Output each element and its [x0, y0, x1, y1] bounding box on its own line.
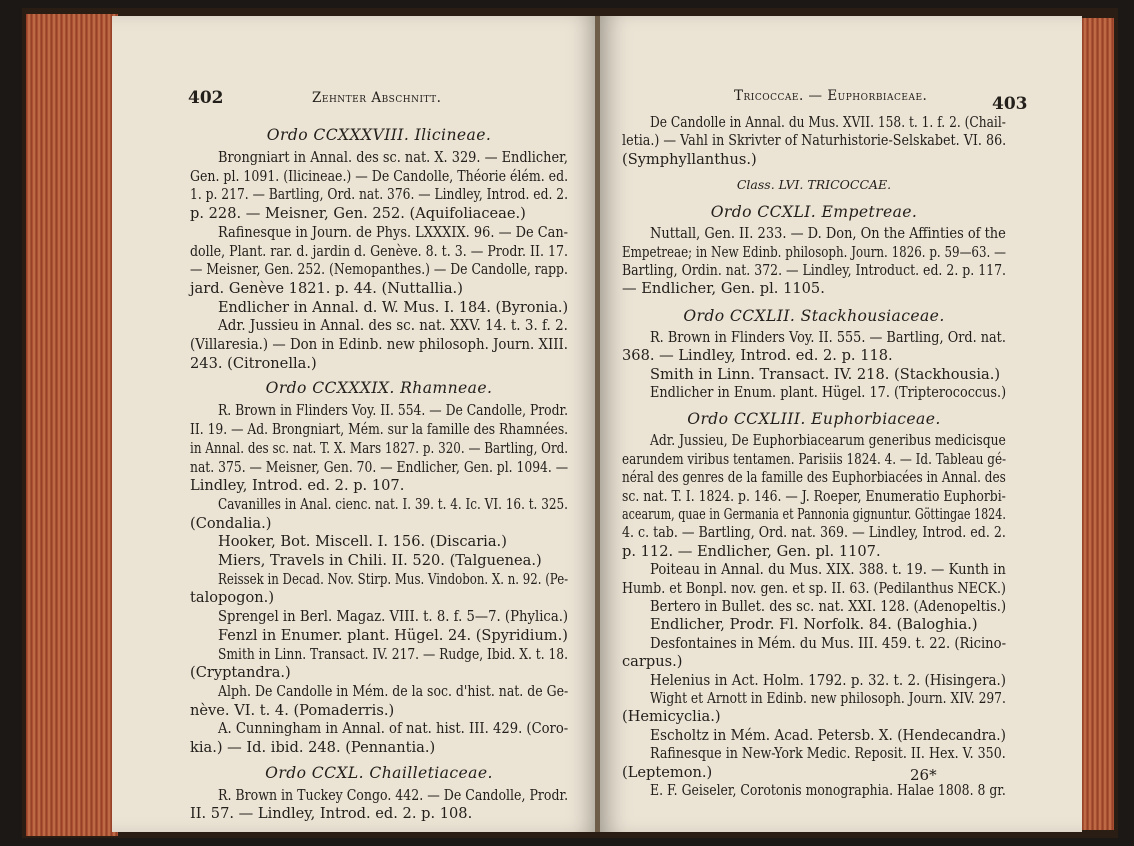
order-heading: Ordo CCXLII. Stackhousiaceae.	[683, 306, 945, 325]
citation-line: letia.) — Vahl in Skrivter of Naturhistorie-Selskabet. VI. 86.	[622, 132, 1007, 150]
citation-line: nève. VI. t. 4. (Pomaderris.)	[190, 701, 395, 719]
citation-entry: Poiteau in Annal. du Mus. XIX. 388. t. 19. — Kunth in	[650, 561, 1006, 579]
citation-line: earundem viribus tentamen. Parisiis 1824. 4. — Id. Tableau gé-	[622, 450, 1007, 468]
citation-entry: Cavanilles in Anal. cienc. nat. I. 39. t. 4. Ic. VI. 16. t. 325.	[218, 495, 568, 513]
order-heading: Ordo CCXXXVIII. Ilicineae.	[266, 126, 492, 144]
left-page	[112, 16, 598, 832]
citation-line: Lindley, Introd. ed. 2. p. 107.	[190, 477, 405, 495]
citation-entry: Endlicher in Enum. plant. Hügel. 17. (Tripterococcus.)	[650, 384, 1007, 401]
citation-line: II. 19. — Ad. Brongniart, Mém. sur la famille des Rhamnées.	[190, 421, 569, 439]
citation-line: p. 112. — Endlicher, Gen. pl. 1107.	[622, 542, 881, 560]
citation-line: nat. 375. — Meisner, Gen. 70. — Endlicher, Gen. pl. 1094. —	[190, 458, 569, 476]
citation-entry: Bertero in Bullet. des sc. nat. XXI. 128. (Adenopeltis.)	[650, 598, 1007, 615]
order-heading: Ordo CCXLI. Empetreae.	[710, 203, 918, 222]
order-heading: Ordo CCXXXIX. Rhamneae.	[265, 379, 493, 398]
citation-entry: R. Brown in Flinders Voy. II. 554. — De Candolle, Prodr.	[218, 402, 569, 420]
citation-line: (Hemicyclia.)	[622, 708, 721, 726]
citation-entry: Escholtz in Mém. Acad. Petersb. X. (Hendecandra.)	[650, 726, 1006, 744]
citation-line: II. 57. — Lindley, Introd. ed. 2. p. 108.	[190, 805, 473, 823]
citation-entry: Rafinesque in New-York Medic. Reposit. II. Hex. V. 350.	[650, 745, 1006, 763]
running-head: Zehnter Abschnitt.	[312, 90, 442, 106]
citation-line: — Endlicher, Gen. pl. 1105.	[622, 280, 825, 298]
citation-line: (Symphyllanthus.)	[622, 150, 757, 168]
citation-entry: Rafinesque in Journ. de Phys. LXXXIX. 96. — De Can-	[218, 223, 569, 241]
signature-mark: 26*	[910, 766, 937, 784]
citation-entry: De Candolle in Annal. du Mus. XVII. 158. t. 1. f. 2. (Chail-	[650, 114, 1006, 131]
citation-entry: Helenius in Act. Holm. 1792. p. 32. t. 2. (Hisingera.)	[650, 671, 1006, 689]
order-heading: Ordo CCXLIII. Euphorbiaceae.	[687, 410, 941, 429]
citation-line: néral des genres de la famille des Euphorbiacées in Annal. des	[622, 469, 1006, 487]
citation-entry: Desfontaines in Mém. du Mus. III. 459. t. 22. (Ricino-	[650, 634, 1007, 652]
citation-line: talopogon.)	[190, 589, 275, 607]
citation-line: (Condalia.)	[190, 514, 272, 532]
right-page	[600, 16, 1082, 832]
citation-entry: Adr. Jussieu in Annal. des sc. nat. XXV. 14. t. 3. f. 2.	[218, 317, 568, 335]
citation-line: 368. — Lindley, Introd. ed. 2. p. 118.	[622, 347, 893, 365]
citation-line: Gen. pl. 1091. (Ilicineae.) — De Candolle, Théorie élém. ed.	[190, 167, 569, 185]
citation-entry: Smith in Linn. Transact. IV. 217. — Rudge, Ibid. X. t. 18.	[218, 645, 568, 663]
left-page-edges	[26, 14, 118, 836]
citation-line: — Meisner, Gen. 252. (Nemopanthes.) — De Candolle, rapp.	[190, 261, 568, 279]
citation-line: jard. Genève 1821. p. 44. (Nuttallia.)	[190, 279, 463, 297]
citation-entry: Adr. Jussieu, De Euphorbiacearum generibus medicisque	[650, 432, 1006, 450]
citation-entry: Wight et Arnott in Edinb. new philosoph. Journ. XIV. 297.	[650, 690, 1006, 707]
page-number: 403	[992, 94, 1028, 114]
page-number: 402	[188, 88, 224, 108]
citation-line: sc. nat. T. I. 1824. p. 146. — J. Roeper, Enumeratio Euphorbi-	[622, 487, 1006, 505]
citation-line: 1. p. 217. — Bartling, Ord. nat. 376. — Lindley, Introd. ed. 2.	[190, 186, 568, 204]
citation-line: 243. (Citronella.)	[190, 354, 317, 372]
citation-entry: Reissek in Decad. Nov. Stirp. Mus. Vindobon. X. n. 92. (Pe-	[218, 570, 569, 588]
citation-line: (Villaresia.) — Don in Edinb. new philosoph. Journ. XIII.	[190, 336, 569, 353]
citation-entry: Miers, Travels in Chili. II. 520. (Talguenea.)	[218, 552, 542, 569]
citation-line: acearum, quae in Germania et Pannonia gignuntur. Göttingae 1824.	[622, 506, 1006, 523]
right-page-edges	[1078, 18, 1114, 830]
citation-entry: R. Brown in Tuckey Congo. 442. — De Candolle, Prodr.	[218, 786, 569, 804]
citation-entry: Alph. De Candolle in Mém. de la soc. d'hist. nat. de Ge-	[218, 682, 569, 700]
citation-line: dolle, Plant. rar. d. jardin d. Genève. 8. t. 3. — Prodr. II. 17.	[190, 242, 569, 260]
citation-entry: Smith in Linn. Transact. IV. 218. (Stackhousia.)	[650, 365, 1001, 383]
citation-line: (Leptemon.)	[622, 763, 713, 781]
citation-entry: Endlicher, Prodr. Fl. Norfolk. 84. (Baloghia.)	[650, 616, 978, 634]
citation-line: kia.) — Id. ibid. 248. (Pennantia.)	[190, 739, 436, 756]
citation-entry: Endlicher in Annal. d. W. Mus. I. 184. (Byronia.)	[218, 298, 569, 316]
citation-entry: A. Cunningham in Annal. of nat. hist. III. 429. (Corо-	[218, 720, 569, 738]
class-heading: Class. LVI. TRICOCCAE.	[736, 177, 892, 193]
citation-line: carpus.)	[622, 653, 683, 671]
citation-entry: Sprengel in Berl. Magaz. VIII. t. 8. f. 5—7. (Phylica.)	[218, 608, 569, 626]
citation-line: (Cryptandra.)	[190, 664, 291, 682]
order-heading: Ordo CCXL. Chailletiaceae.	[265, 763, 493, 782]
citation-line: p. 228. — Meisner, Gen. 252. (Aquifoliaceae.)	[190, 205, 526, 223]
citation-line: 4. c. tab. — Bartling, Ord. nat. 369. — Lindley, Introd. ed. 2.	[622, 524, 1006, 542]
citation-line: Bartling, Ordin. nat. 372. — Lindley, Introduct. ed. 2. p. 117.	[622, 262, 1007, 279]
citation-line: Empetreae; in New Edinb. philosoph. Journ. 1826. p. 59—63. —	[622, 243, 1006, 261]
citation-entry: R. Brown in Flinders Voy. II. 555. — Bartling, Ord. nat.	[650, 328, 1006, 346]
running-head: Tricoccae. — Euphorbiaceae.	[734, 88, 928, 104]
citation-line: Humb. et Bonpl. nov. gen. et sp. II. 63. (Pedilanthus NECK.)	[622, 579, 1006, 597]
citation-entry: Brongniart in Annal. des sc. nat. X. 329. — Endlicher,	[218, 149, 568, 166]
citation-entry: Nuttall, Gen. II. 233. — D. Don, On the Affinties of the	[650, 225, 1006, 243]
citation-entry: E. F. Geiseler, Corotonis monographia. Halae 1808. 8 gr.	[650, 782, 1006, 799]
citation-entry: Fenzl in Enumer. plant. Hügel. 24. (Spyridium.)	[218, 626, 568, 644]
citation-entry: Hooker, Bot. Miscell. I. 156. (Discaria.)	[218, 533, 507, 551]
citation-line: in Annal. des sc. nat. T. X. Mars 1827. p. 320. — Bartling, Ord.	[190, 439, 569, 457]
